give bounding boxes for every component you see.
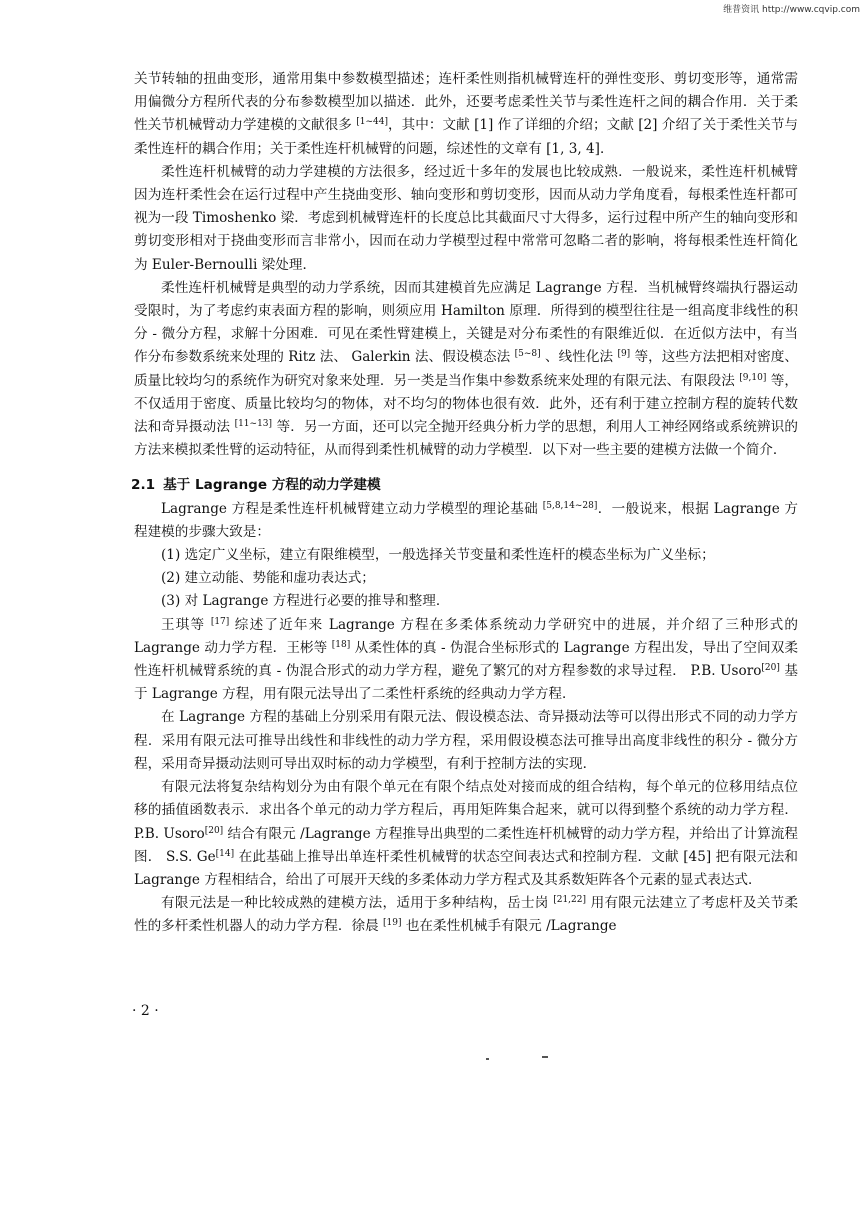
paragraph-text: (2) 建立动能、势能和虚功表达式； — [161, 570, 375, 587]
paragraph-text: 王琪等 — [161, 616, 211, 633]
paragraph — [134, 68, 798, 161]
paragraph — [134, 498, 798, 544]
paragraph-text: (3) 对 Lagrange 方程进行必要的推导和整理． — [161, 593, 450, 610]
section-title: 基于 Lagrange 方程的动力学建模 — [163, 477, 381, 494]
citation-ref: [11~13] — [234, 419, 273, 430]
scan-speck — [486, 1058, 489, 1060]
page-number: · 2 · — [132, 1003, 159, 1019]
paragraph-text: 柔性连杆机械臂的动力学建模的方法很多，经过近十多年的发展也比较成熟．一般说来，柔性连杆机械臂因为连杆柔性会在运行过程中产生挠曲变形、轴向变形和剪切变形，因而从动力学角度看，每根柔性连杆都可视为一段 Timoshenko 梁．考虑到机械臂连杆的长度总比其截面尺寸大得多，运行过程中所产生的轴向变形和剪切变形相对于挠曲变形而言非常小，因而在动力学模型过程中常常可忽略二者的影响，将每根柔性连杆简化为 Euler-Bernoulli 梁处理． — [134, 163, 798, 273]
citation-ref: [9,10] — [739, 372, 767, 383]
citation-ref: [18] — [331, 639, 351, 650]
list-item — [134, 590, 798, 613]
citation-ref: [19] — [383, 918, 402, 929]
paragraph — [134, 614, 798, 707]
paragraph-text: ，其中：文献 [1] 作了详细的介绍；文献 [2] 介绍了关于柔性关节与柔性连杆的耦合作用；关于柔性连杆机械臂的问题，综述性的文章有 [1, 3, 4]． — [134, 117, 798, 157]
paragraph-text: 也在柔性机械手有限元 /Lagrange — [401, 918, 617, 935]
paragraph — [134, 706, 798, 776]
citation-ref: [1~44] — [356, 117, 388, 128]
paragraph-text: 有限元法是一种比较成熟的建模方法，适用于多种结构，岳士岗 — [161, 895, 554, 912]
citation-ref: [17] — [210, 616, 230, 627]
paragraph-text: Lagrange 方程是柔性连杆机械臂建立动力学模型的理论基础 — [161, 500, 543, 517]
paragraph-text: 在 Lagrange 方程的基础上分别采用有限元法、假设模态法、奇异摄动法等可以得出形式不同的动力学方程．采用有限元法可推导出线性和非线性的动力学方程，采用假设模态法可推导出高度非线性的积分 - 微分方程，采用奇异摄动法则可导出双时标的动力学模型，有利于控制方法的实现． — [134, 709, 798, 772]
paragraph-text: 综述了近年来 Lagrange 方程在多柔体系统动力学研究中的进展，并介绍了三种形式的 Lagrange 动力学方程．王彬等 — [134, 616, 798, 656]
section-number: 2.1 — [131, 477, 156, 494]
paragraph-text: 、线性化法 — [540, 349, 618, 366]
citation-ref: [5~8] — [514, 349, 541, 360]
paragraphs-bottom — [134, 498, 798, 939]
paragraph-text: 等，不仅适用于密度、质量比较均匀的物体，对不均匀的物体也很有效．此外，还有利于建立控制方程的旋转代数法和奇异摄动法 — [134, 372, 798, 436]
paragraph-text: (1) 选定广义坐标，建立有限维模型，一般选择关节变量和柔性连杆的模态坐标为广义坐标； — [161, 547, 715, 564]
paragraph-text: 基于 Lagrange 方程，用有限元法导出了二柔性杆系统的经典动力学方程． — [134, 663, 798, 703]
paragraph-text: 有限元法将复杂结构划分为由有限个单元在有限个结点处对接而成的组合结构，每个单元的位移用结点位移的插值函数表示．求出各个单元的动力学方程后，再用矩阵集合起来，就可以得到整个系统的动力学方程． P.B. Usoro — [134, 779, 798, 842]
paragraph — [134, 776, 798, 892]
section-heading — [131, 474, 798, 497]
paragraph-text: 从柔性体的真 - 伪混合坐标形式的 Lagrange 方程出发，导出了空间双柔性连杆机械臂系统的真 - 伪混合形式的动力学方程，避免了繁冗的对方程参数的求导过程． P.B. Usoro — [134, 639, 798, 680]
citation-ref: [9] — [617, 349, 631, 360]
paragraph-text: 结合有限元 /Lagrange 方程推导出典型的二柔性连杆机械臂的动力学方程，并给出了计算流程图． S.S. Ge — [134, 825, 798, 865]
list-item — [134, 567, 798, 590]
paragraph-text: 关节转轴的扭曲变形，通常用集中参数模型描述；连杆柔性则指机械臂连杆的弹性变形、剪切变形等，通常需用偏微分方程所代表的分布参数模型加以描述．此外，还要考虑柔性关节与柔性连杆之间的耦合作用．关于柔性关节机械臂动力学建模的文献很多 — [134, 71, 798, 134]
paragraph-text: 柔性连杆机械臂是典型的动力学系统，因而其建模首先应满足 Lagrange 方程．当机械臂终端执行器运动受限时，为了考虑约束表面方程的影响，则须应用 Hamilton 原理．所得到的模型往往是一组高度非线性的积分 - 微分方程，求解十分困难．可见在柔性臂建模上，关键是对分布柔性的有限维近似．在近似方法中，有当作分布参数系统来处理的 Ritz 法、 Galerkin 法、假设模态法 — [134, 279, 798, 366]
paragraph — [134, 161, 798, 277]
citation-ref: [21,22] — [553, 895, 587, 906]
paragraph — [134, 892, 798, 938]
paragraph — [134, 277, 798, 463]
paragraph-text: 等，这些方法把相对密度、质量比较均匀的系统作为研究对象来处理．另一类是当作集中参数系统来处理的有限元法、有限段法 — [134, 349, 798, 389]
paragraph-text: 等．另一方面，还可以完全抛开经典分析力学的思想，利用人工神经网络或系统辨识的方法来模拟柔性臂的运动特征，从而得到柔性机械臂的动力学模型．以下对一些主要的建模方法做一个简介． — [134, 419, 798, 459]
citation-ref: [5,8,14~28] — [542, 500, 598, 511]
paragraphs-top — [134, 68, 798, 462]
watermark: 维普资讯 http://www.cqvip.com — [723, 5, 860, 15]
paragraph-text: 用有限元法建立了考虑杆及关节柔性的多杆柔性机器人的动力学方程．徐晨 — [134, 895, 798, 935]
citation-ref: [14] — [215, 848, 235, 859]
scan-speck — [542, 1056, 548, 1058]
citation-ref: [20] — [761, 663, 780, 674]
paragraph-text: ．一般说来，根据 Lagrange 方程建模的步骤大致是： — [134, 500, 798, 540]
paragraph-text: 在此基础上推导出单连杆柔性机械臂的状态空间表达式和控制方程．文献 [45] 把有限元法和 Lagrange 方程相结合，给出了可展开天线的多柔体动力学方程式及其系数矩阵各个元素的显式表达式． — [134, 848, 798, 888]
list-item — [134, 544, 798, 567]
page-body — [131, 68, 798, 939]
citation-ref: [20] — [204, 825, 224, 836]
